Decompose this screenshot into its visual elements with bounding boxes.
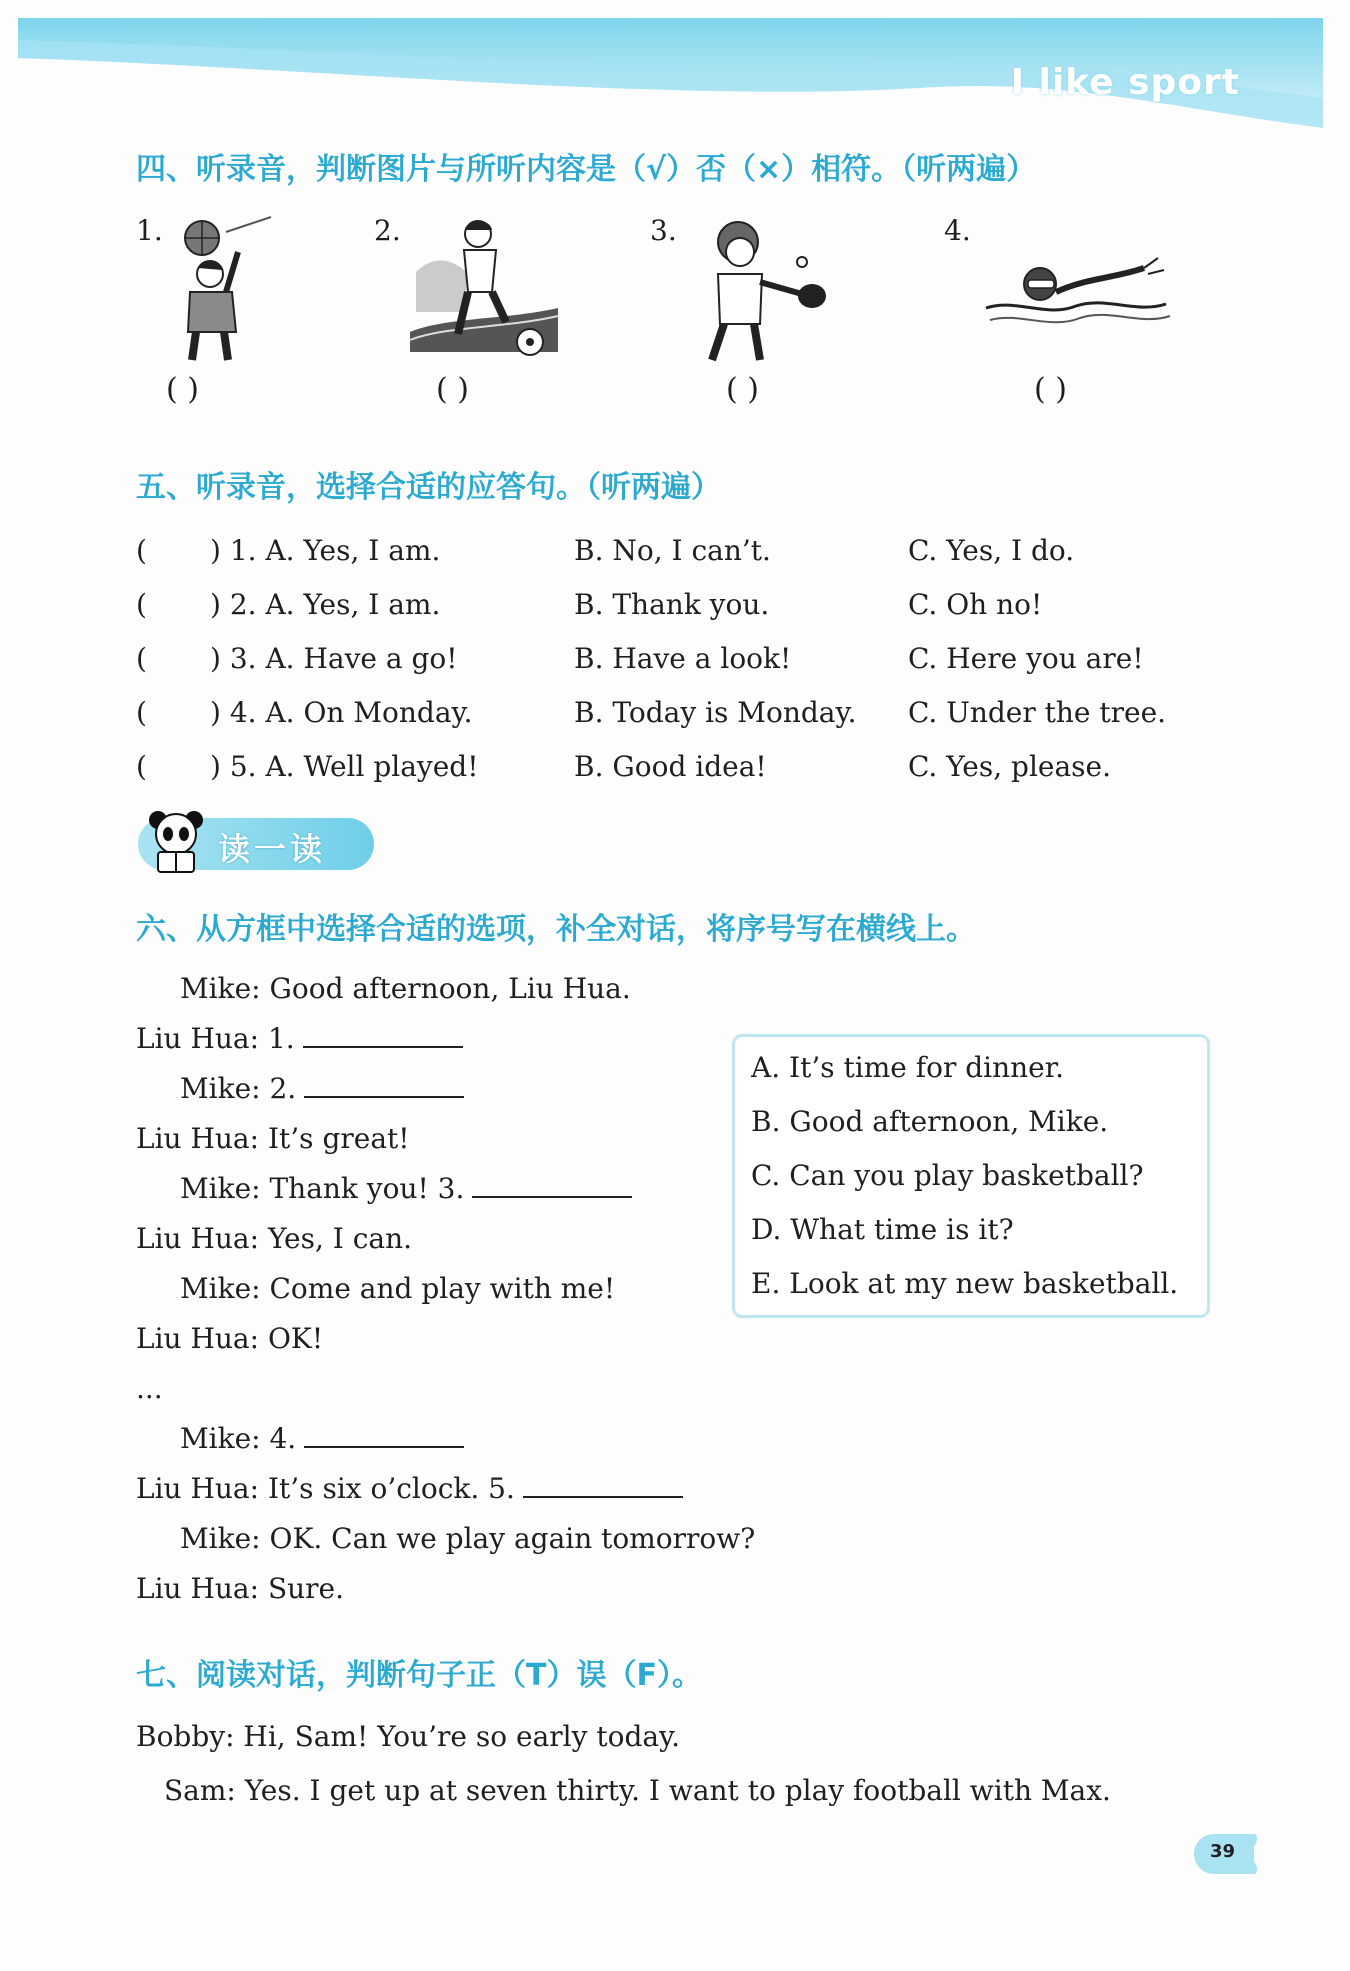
option-c: C. Under the tree. <box>908 696 1167 729</box>
dialogue-line: Liu Hua: It’s six o’clock. 5. <box>136 1472 515 1505</box>
answer-paren[interactable]: ( ) <box>726 372 759 407</box>
dialogue-line: Liu Hua: 1. <box>136 1022 295 1055</box>
s4-item-num: 2. <box>374 214 401 247</box>
s4-item-num: 1. <box>136 214 163 247</box>
question-option-a: ) 3. A. Have a go! <box>210 642 458 675</box>
s4-item-num: 3. <box>650 214 677 247</box>
option-c: C. Yes, I do. <box>908 534 1075 567</box>
dialogue-line-with-blank <box>180 1172 632 1205</box>
answer-paren[interactable]: ( ) <box>436 372 469 407</box>
answer-paren[interactable]: ( <box>136 750 147 783</box>
dialogue-line: Mike: OK. Can we play again tomorrow? <box>180 1522 756 1555</box>
dialogue-line-with-blank <box>136 1472 683 1505</box>
page-number: 39 <box>1210 1841 1236 1862</box>
dialogue-line: Mike: 4. <box>180 1422 297 1455</box>
section5-instruction: 五、听录音，选择合适的应答句。（听两遍） <box>136 470 721 505</box>
page-number-badge <box>1192 1832 1260 1876</box>
answer-paren[interactable]: ( <box>136 534 147 567</box>
option-b: B. Have a look! <box>574 642 792 675</box>
dialogue-line: Mike: 2. <box>180 1072 297 1105</box>
dialogue-ellipsis: ... <box>136 1372 163 1405</box>
option-c: C. Here you are! <box>908 642 1144 675</box>
answer-blank[interactable] <box>304 1422 464 1448</box>
question-option-a: ) 2. A. Yes, I am. <box>210 588 441 621</box>
dialogue-line: Sam: Yes. I get up at seven thirty. I want to play football with Max. <box>164 1774 1111 1807</box>
answer-paren[interactable]: ( <box>136 642 147 675</box>
option-b: B. No, I can’t. <box>574 534 771 567</box>
option-c: C. Yes, please. <box>908 750 1111 783</box>
answer-paren[interactable]: ( ) <box>1034 372 1067 407</box>
dialogue-line: Liu Hua: OK! <box>136 1322 324 1355</box>
answer-blank[interactable] <box>472 1172 632 1198</box>
panda-reading-icon <box>146 808 206 874</box>
football-player-icon <box>406 212 562 362</box>
question-option-a: ) 5. A. Well played! <box>210 750 479 783</box>
answer-blank[interactable] <box>523 1472 683 1498</box>
option-c: C. Oh no! <box>908 588 1043 621</box>
option-b: B. Good idea! <box>574 750 767 783</box>
dialogue-line-with-blank <box>180 1422 464 1455</box>
answer-paren[interactable]: ( <box>136 588 147 621</box>
option-item: C. Can you play basketball? <box>751 1159 1144 1192</box>
answer-paren[interactable]: ( <box>136 696 147 729</box>
option-item: A. It’s time for dinner. <box>751 1051 1064 1084</box>
dialogue-line: Bobby: Hi, Sam! You’re so early today. <box>136 1720 681 1753</box>
s4-item-num: 4. <box>944 214 971 247</box>
answer-blank[interactable] <box>303 1022 463 1048</box>
option-item: E. Look at my new basketball. <box>751 1267 1179 1300</box>
option-b: B. Thank you. <box>574 588 770 621</box>
dialogue-line-with-blank <box>180 1072 464 1105</box>
dialogue-line: Liu Hua: It’s great! <box>136 1122 410 1155</box>
section4-instruction: 四、听录音，判断图片与所听内容是（√）否（×）相符。（听两遍） <box>136 152 1037 187</box>
options-box <box>732 1034 1210 1318</box>
ping-pong-player-icon <box>690 212 840 362</box>
swimmer-icon <box>976 248 1176 348</box>
dialogue-line: Mike: Thank you! 3. <box>180 1172 465 1205</box>
read-section-label: 读一读 <box>218 830 327 868</box>
option-item: D. What time is it? <box>751 1213 1014 1246</box>
section6-instruction: 六、从方框中选择合适的选项，补全对话，将序号写在横线上。 <box>136 912 976 947</box>
dialogue-line: Mike: Good afternoon, Liu Hua. <box>180 972 631 1005</box>
option-b: B. Today is Monday. <box>574 696 857 729</box>
section7-instruction: 七、阅读对话，判断句子正（T）误（F）。 <box>136 1658 702 1693</box>
dialogue-line: Mike: Come and play with me! <box>180 1272 616 1305</box>
dialogue-line-with-blank <box>136 1022 463 1055</box>
question-option-a: ) 4. A. On Monday. <box>210 696 473 729</box>
dialogue-line: Liu Hua: Sure. <box>136 1572 345 1605</box>
basketball-player-icon <box>176 212 286 362</box>
answer-paren[interactable]: ( ) <box>166 372 199 407</box>
answer-blank[interactable] <box>304 1072 464 1098</box>
unit-title: I like sport <box>1010 62 1240 103</box>
question-option-a: ) 1. A. Yes, I am. <box>210 534 441 567</box>
dialogue-line: Liu Hua: Yes, I can. <box>136 1222 413 1255</box>
option-item: B. Good afternoon, Mike. <box>751 1105 1109 1138</box>
